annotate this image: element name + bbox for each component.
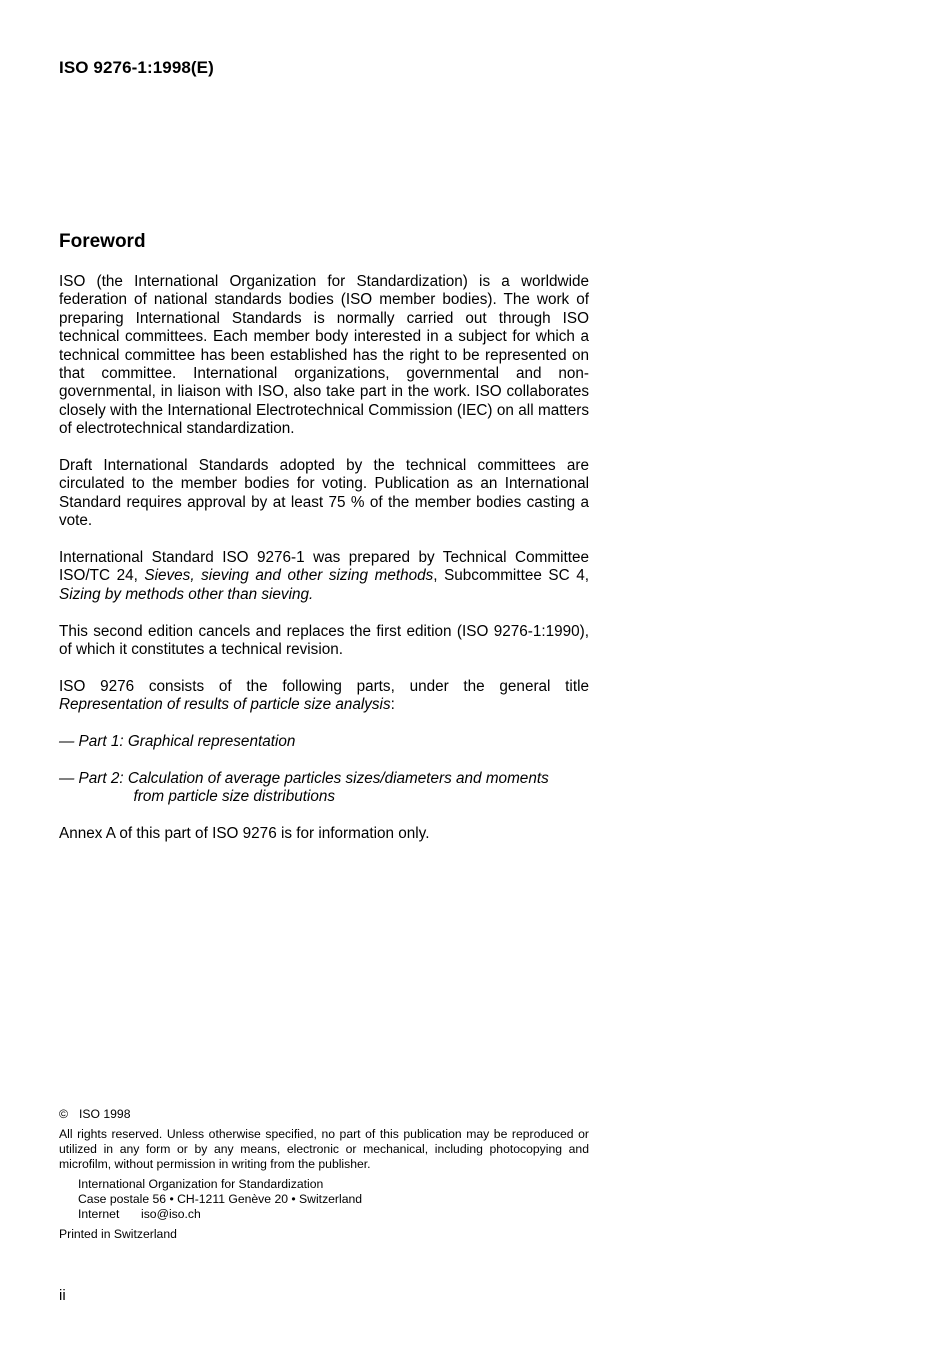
subcommittee-text: , Subcommittee SC 4, (433, 567, 590, 585)
paragraph-draft-standards: Draft International Standards adopted by the technical committees are circulated to the member bodies for voting. Publication as an International Standard requires approval by at least 75 % of the member bodies casting a vote. (59, 457, 589, 530)
subcommittee-title: Sizing by methods other than sieving. (59, 585, 314, 603)
part-list-item (59, 733, 589, 751)
part-2-title-line1: Part 2: Calculation of average particles sizes/diameters and moments (78, 769, 549, 787)
general-title: Representation of results of particle size analysis (59, 696, 391, 714)
paragraph-edition: This second edition cancels and replaces the first edition (ISO 9276-1:1990), of which it constitutes a technical revision. (59, 622, 589, 659)
publisher-name: International Organization for Standardization (78, 1177, 324, 1191)
list-dash: — (59, 733, 79, 751)
copyright-line (59, 1107, 589, 1122)
committee-title: Sieves, sieving and other sizing methods (144, 567, 434, 585)
printed-in: Printed in Switzerland (59, 1227, 177, 1241)
copyright-block (59, 1107, 589, 1242)
paragraph-annex: Annex A of this part of ISO 9276 is for information only. (59, 825, 430, 843)
part-1-title: Part 1: Graphical representation (78, 733, 296, 751)
rights-statement: All rights reserved. Unless otherwise specified, no part of this publication may be reproduced or utilized in any form or by any means, electronic or mechanical, including photocopying and microfilm, without permission in writing from the publisher. (59, 1127, 589, 1171)
internet-email: iso@iso.ch (141, 1207, 201, 1221)
internet-label: Internet (78, 1207, 120, 1221)
postal-address: Case postale 56 • CH-1211 Genève 20 • Switzerland (78, 1192, 363, 1206)
publisher-address (59, 1177, 589, 1222)
part-list-item (59, 770, 589, 807)
part-2-title-line2: from particle size distributions (133, 788, 336, 806)
copyright-symbol: © (59, 1107, 68, 1121)
part-2-title (79, 770, 589, 807)
copyright-year: ISO 1998 (79, 1107, 131, 1121)
page-number: ii (59, 1287, 66, 1304)
foreword-heading: Foreword (59, 231, 146, 252)
foreword-body (59, 273, 589, 862)
paragraph-iso-intro: ISO (the International Organization for Standardization) is a worldwide federation of national standards bodies (ISO member bodies). The work of preparing International Standards is normally carried out through ISO technical committees. Each member body interested in a subject for which a technical committee has been established has the right to be represented on that committee. International organizations, governmental and non-governmental, in liaison with ISO, also take part in the work. ISO collaborates closely with the International Electrotechnical Commission (IEC) on all matters of electrotechnical standardization. (59, 273, 589, 438)
list-dash: — (59, 769, 79, 787)
prepared-by-text: International Standard ISO 9276-1 was prepared by Technical Committee ISO/TC 24, (59, 549, 589, 585)
paragraph-parts-intro (59, 678, 589, 715)
paragraph-prepared-by (59, 549, 589, 604)
document-identifier: ISO 9276-1:1998(E) (59, 58, 214, 77)
parts-intro-text: ISO 9276 consists of the following parts, under the general title (59, 677, 589, 695)
internet-line (78, 1207, 589, 1222)
parts-intro-colon: : (390, 696, 395, 714)
